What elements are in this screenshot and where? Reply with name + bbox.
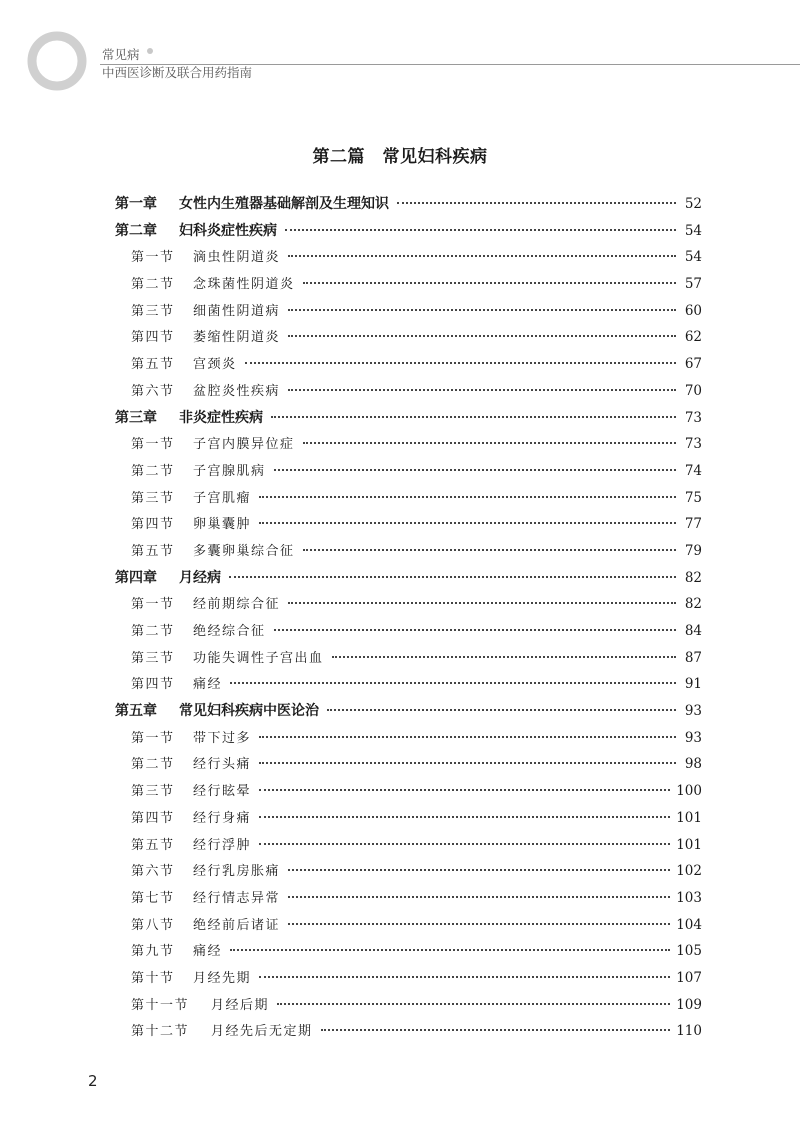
toc-section-entry[interactable] [115,326,702,353]
toc-leader-dots [259,975,670,978]
toc-entry-number: 第二节 [131,757,175,773]
toc-entry-number: 第四节 [131,810,175,826]
toc-leader-dots [271,415,676,418]
toc-leader-dots [274,628,676,631]
toc-entry-page: 98 [684,756,702,773]
toc-entry-number: 第一节 [131,437,175,453]
toc-entry-number: 第三节 [131,784,175,800]
toc-entry-number: 第四节 [131,330,175,346]
toc-section-entry[interactable] [115,887,702,914]
toc-entry-title: 常见妇科疾病中医论治 [179,703,319,720]
toc-leader-dots [277,1002,670,1005]
toc-section-entry[interactable] [115,487,702,514]
toc-entry-page: 54 [684,222,702,239]
toc-entry-title: 萎缩性阴道炎 [193,330,281,346]
toc-leader-dots [321,1028,671,1031]
toc-section-entry[interactable] [115,513,702,540]
toc-section-entry[interactable] [115,753,702,780]
toc-section-entry[interactable] [115,834,702,861]
toc-leader-dots [288,334,676,337]
toc-leader-dots [288,922,670,925]
toc-leader-dots [285,228,676,231]
toc-entry-title: 子宫肌瘤 [193,490,252,506]
toc-entry-number: 第四章 [115,569,157,586]
toc-entry-page: 104 [676,916,702,933]
toc-entry-title: 细菌性阴道病 [193,303,281,319]
toc-entry-title: 多囊卵巢综合征 [193,543,295,559]
toc-section-entry[interactable] [115,540,702,567]
toc-entry-page: 93 [684,703,702,720]
toc-entry-title: 卵巢囊肿 [193,517,252,533]
toc-leader-dots [303,281,676,284]
toc-entry-number: 第六节 [131,864,175,880]
toc-entry-number: 第三章 [115,409,157,426]
toc-leader-dots [288,868,670,871]
toc-entry-number: 第十一节 [131,997,190,1013]
toc-section-entry[interactable] [115,1020,702,1047]
toc-entry-title: 绝经前后诸证 [193,917,281,933]
toc-leader-dots [259,815,670,818]
toc-leader-dots [259,735,676,738]
toc-entry-title: 月经先后无定期 [211,1024,313,1040]
toc-section-entry[interactable] [115,593,702,620]
toc-entry-page: 52 [684,196,702,212]
toc-entry-number: 第二节 [131,624,175,639]
toc-entry-page: 67 [684,356,702,373]
toc-chapter-entry[interactable] [115,193,702,220]
toc-entry-page: 91 [684,676,702,693]
toc-entry-number: 第五节 [131,837,175,853]
toc-section-entry[interactable] [115,300,702,327]
toc-entry-title: 经行眩晕 [193,784,252,800]
toc-entry-page: 57 [684,276,702,293]
toc-entry-title: 经行乳房胀痛 [193,864,281,880]
toc-chapter-entry[interactable] [115,220,702,247]
toc-leader-dots [327,708,676,711]
toc-entry-number: 第八节 [131,917,175,933]
series-title: 常见病 [102,47,140,62]
toc-entry-title: 月经先期 [193,970,252,986]
toc-entry-page: 79 [684,542,702,559]
toc-leader-dots [288,601,676,604]
toc-entry-number: 第三节 [131,490,175,506]
toc-entry-number: 第一章 [115,196,157,212]
toc-entry-title: 子宫内膜异位症 [193,437,295,453]
toc-section-entry[interactable] [115,620,702,647]
toc-entry-number: 第三节 [131,303,175,319]
toc-entry-title: 子宫腺肌病 [193,463,266,479]
toc-leader-dots [288,254,676,257]
toc-section-entry[interactable] [115,860,702,887]
ring-logo-icon [26,30,88,92]
toc-entry-number: 第一节 [131,250,175,266]
toc-leader-dots [288,308,676,311]
toc-entry-title: 念珠菌性阴道炎 [193,277,295,293]
toc-leader-dots [259,495,676,498]
toc-entry-number: 第二节 [131,463,175,479]
toc-entry-page: 101 [676,836,702,853]
toc-leader-dots [303,548,676,551]
toc-section-entry[interactable] [115,914,702,941]
toc-leader-dots [229,575,676,578]
toc-entry-page: 70 [684,382,702,399]
toc-entry-number: 第十二节 [131,1024,190,1040]
toc-entry-page: 101 [676,809,702,826]
toc-leader-dots [245,361,676,364]
toc-entry-title: 滴虫性阴道炎 [193,250,281,266]
toc-entry-number: 第四节 [131,677,175,693]
toc-section-entry[interactable] [115,433,702,460]
toc-entry-title: 月经病 [179,569,221,586]
toc-section-entry[interactable] [115,273,702,300]
toc-section-entry[interactable] [115,940,702,967]
toc-entry-number: 第二节 [131,277,175,293]
toc-section-entry[interactable] [115,727,702,754]
table-of-contents [115,193,702,1047]
toc-entry-page: 105 [676,943,702,960]
toc-entry-page: 93 [684,729,702,746]
toc-section-entry[interactable] [115,353,702,380]
toc-entry-title: 经前期综合征 [193,597,281,613]
toc-entry-page: 102 [676,863,702,880]
toc-section-entry[interactable] [115,647,702,674]
toc-leader-dots [274,468,676,471]
part-title: 第二篇 常见妇科疾病 [312,147,488,167]
toc-entry-title: 女性内生殖器基础解剖及生理知识 [179,196,389,212]
toc-leader-dots [288,388,676,391]
toc-leader-dots [230,681,676,684]
toc-entry-title: 妇科炎症性疾病 [179,222,277,239]
toc-entry-number: 第五节 [131,357,175,373]
toc-entry-page: 100 [676,783,702,800]
toc-entry-page: 82 [684,569,702,586]
toc-entry-page: 74 [684,462,702,479]
toc-entry-number: 第五章 [115,703,157,720]
toc-leader-dots [259,761,676,764]
toc-entry-page: 109 [676,996,702,1013]
toc-leader-dots [259,521,676,524]
toc-entry-title: 盆腔炎性疾病 [193,383,281,399]
toc-entry-title: 痛经 [193,944,223,960]
toc-entry-page: 77 [684,516,702,533]
toc-entry-number: 第六节 [131,383,175,399]
toc-entry-page: 82 [684,596,702,613]
toc-entry-page: 103 [676,889,702,906]
toc-entry-number: 第三节 [131,650,175,666]
toc-leader-dots [230,948,670,951]
toc-entry-number: 第四节 [131,517,175,533]
toc-leader-dots [259,842,670,845]
toc-entry-title: 绝经综合征 [193,624,266,639]
toc-section-entry[interactable] [115,380,702,407]
toc-leader-dots [288,895,670,898]
toc-entry-number: 第一节 [131,730,175,746]
toc-section-entry[interactable] [115,673,702,700]
toc-section-entry[interactable] [115,807,702,834]
toc-entry-page: 107 [676,969,702,986]
toc-entry-page: 60 [684,302,702,319]
toc-entry-page: 84 [684,623,702,639]
toc-entry-number: 第二章 [115,222,157,239]
toc-entry-page: 87 [684,649,702,666]
toc-chapter-entry[interactable] [115,567,702,594]
toc-entry-page: 75 [684,489,702,506]
toc-entry-title: 经行浮肿 [193,837,252,853]
toc-entry-page: 73 [684,436,702,453]
book-title: 中西医诊断及联合用药指南 [102,65,253,80]
toc-section-entry[interactable] [115,967,702,994]
toc-entry-number: 第五节 [131,543,175,559]
toc-section-entry[interactable] [115,780,702,807]
toc-entry-page: 54 [684,249,702,266]
toc-entry-number: 第九节 [131,944,175,960]
toc-entry-title: 带下过多 [193,730,252,746]
toc-entry-title: 月经后期 [211,997,270,1013]
toc-section-entry[interactable] [115,994,702,1021]
toc-entry-title: 经行情志异常 [193,890,281,906]
toc-section-entry[interactable] [115,460,702,487]
toc-leader-dots [332,655,676,658]
toc-entry-page: 110 [676,1023,702,1040]
toc-entry-number: 第十节 [131,970,175,986]
toc-leader-dots [397,201,676,204]
toc-chapter-entry[interactable] [115,407,702,434]
page-number: 2 [88,1072,98,1090]
toc-leader-dots [303,441,676,444]
toc-entry-title: 宫颈炎 [193,357,237,373]
toc-entry-title: 经行身痛 [193,810,252,826]
toc-entry-title: 功能失调性子宫出血 [193,650,324,666]
running-header [102,47,252,81]
toc-section-entry[interactable] [115,246,702,273]
toc-entry-title: 痛经 [193,677,223,693]
toc-entry-number: 第一节 [131,597,175,613]
toc-leader-dots [259,788,670,791]
toc-entry-title: 非炎症性疾病 [179,409,263,426]
toc-entry-number: 第七节 [131,890,175,906]
toc-chapter-entry[interactable] [115,700,702,727]
toc-entry-title: 经行头痛 [193,757,252,773]
toc-entry-page: 62 [684,329,702,346]
toc-entry-page: 73 [684,409,702,426]
